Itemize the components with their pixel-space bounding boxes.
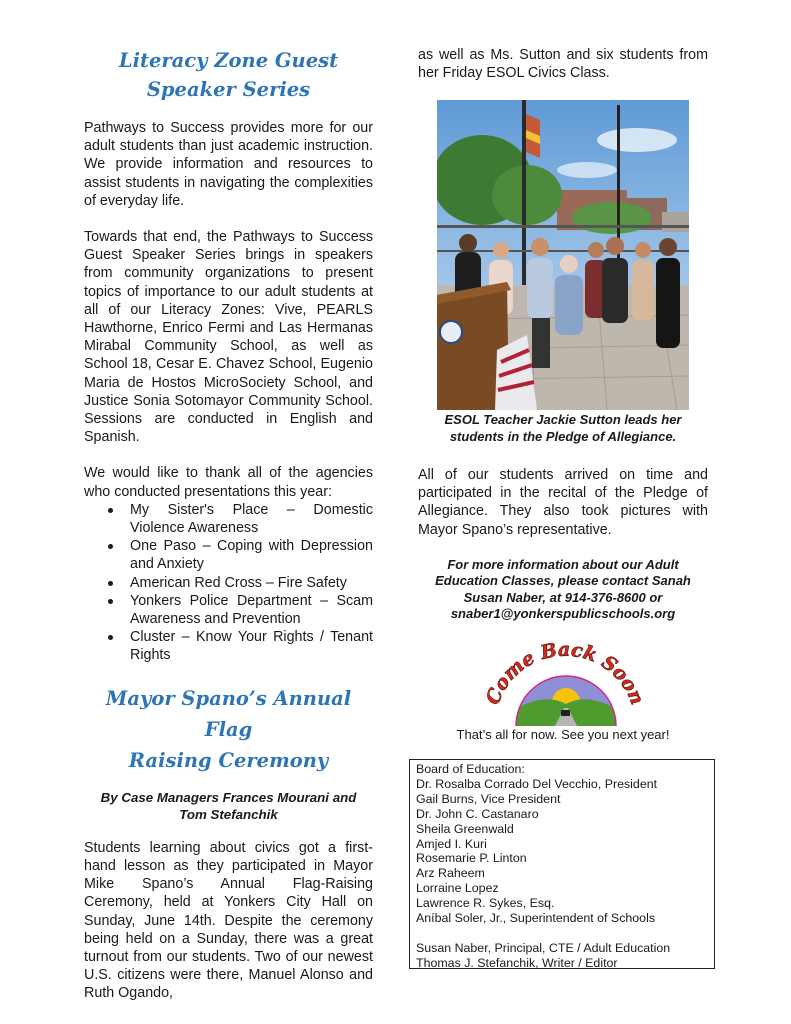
flag-paragraph-1-continued: as well as Ms. Sutton and six students from her Friday ESOL Civics Class.: [418, 47, 708, 82]
flag-ceremony-photo: [437, 100, 689, 410]
board-of-education-box: [409, 759, 715, 969]
agency-list-item: Cluster – Know Your Rights / Tenant Rights: [84, 628, 373, 664]
literacy-zone-heading: [84, 46, 373, 104]
literacy-heading-line1: Literacy Zone Guest: [118, 49, 339, 72]
board-line: Gail Burns, Vice President: [416, 791, 561, 806]
logo-text: Come Back Soo: [484, 638, 642, 708]
photo-caption-line1: ESOL Teacher Jackie Sutton leads her: [444, 412, 682, 427]
article-byline: [84, 789, 373, 823]
right-column-middle: [418, 411, 708, 622]
flag-paragraph-2: All of our students arrived on time and participated in the recital of the Pledge of Allegiance. They also took pictures with Mayor Spano’s representative.: [418, 467, 708, 538]
photo-caption: [418, 411, 708, 445]
byline-line1: By Case Managers Frances Mourani and: [100, 789, 357, 805]
contact-info: [418, 557, 708, 623]
flag-ceremony-heading: [84, 683, 373, 776]
closing-message: That’s all for now. See you next year!: [456, 727, 670, 742]
agency-list-item: Yonkers Police Department – Scam Awareness and Prevention: [84, 592, 373, 628]
staff-line: Thomas J. Stefanchik, Writer / Editor: [416, 955, 618, 970]
board-line: Dr. John C. Castanaro: [416, 806, 539, 821]
flag-paragraph-1: Students learning about civics got a first-hand lesson as they participated in Mayor Mike Spano’s Annual Flag-Raising Ceremony, held at Yonkers City Hall on Sunday, June 14th. Despite the ceremony being held on a Sunday, there was a great turnout from our students. Two of our newest U.S. citizens were there, Manuel Alonso and Ruth Ogando,: [84, 839, 373, 1002]
left-column: [84, 46, 373, 1003]
contact-email: snaber1@yonkerspublicschools.org: [450, 606, 676, 622]
flag-heading-line2: Raising Ceremony: [128, 748, 329, 772]
board-line: Rosemarie P. Linton: [416, 851, 527, 866]
contact-line2: Education Classes, please contact Sanah: [435, 573, 691, 589]
agency-list-item: One Paso – Coping with Depression and Anxiety: [84, 537, 373, 573]
literacy-paragraph-2: Towards that end, the Pathways to Success Guest Speaker Series brings in speakers from community organizations to present topics of importance to our adult students at all of our Literacy Zones: Vive, PEARLS Hawthorne, Enrico Fermi and Las Hermanas Mirabal Community School, as well as School 18, Cesar E. Chavez School, Eugenio Maria de Hostos MicroSociety School, and Justice Sonia Sotomayor Community School. Sessions are conducted in English and Spanish.: [84, 229, 373, 446]
board-line: Dr. Rosalba Corrado Del Vecchio, President: [416, 776, 658, 791]
literacy-paragraph-1: Pathways to Success provides more for our adult students than just academic instruction. We provide information and resources to assist students in navigating the complexities of everyday life.: [84, 120, 373, 209]
board-line: Sheila Greenwald: [416, 821, 514, 836]
board-line: Lawrence R. Sykes, Esq.: [416, 896, 555, 911]
literacy-heading-line2: Speaker Series: [146, 78, 311, 101]
board-line: Board of Education:: [416, 762, 525, 776]
board-line: Lorraine Lopez: [416, 881, 499, 896]
board-line: Arz Raheem: [416, 866, 485, 881]
photo-caption-line2: students in the Pledge of Allegiance.: [449, 429, 677, 444]
agency-list-item: My Sister's Place – Domestic Violence Awareness: [84, 501, 373, 537]
flag-heading-line1: Mayor Spano’s Annual Flag: [105, 686, 352, 741]
come-back-soon-logo: [484, 628, 644, 728]
contact-line1: For more information about our Adult: [447, 556, 679, 572]
byline-line2: Tom Stefanchik: [179, 806, 278, 822]
board-line: Aníbal Soler, Jr., Superintendent of Schools: [416, 911, 656, 926]
right-column-top: [418, 46, 708, 82]
literacy-paragraph-3: We would like to thank all of the agencies who conducted presentations this year:: [84, 465, 373, 500]
agency-list-item: American Red Cross – Fire Safety: [84, 574, 373, 592]
contact-line3: Susan Naber, at 914-376-8600 or: [463, 589, 663, 605]
closing-block: [418, 727, 708, 743]
board-line: Amjed I. Kuri: [416, 836, 487, 851]
agency-list: [84, 501, 373, 665]
staff-line: Susan Naber, Principal, CTE / Adult Education: [416, 940, 671, 955]
